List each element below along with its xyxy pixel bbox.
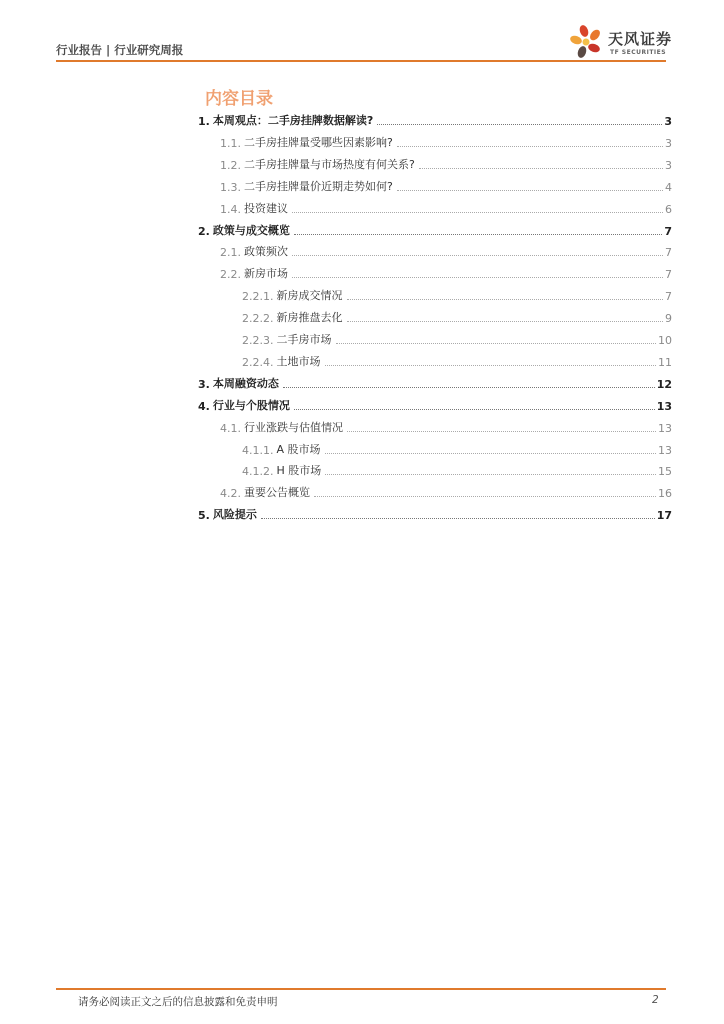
header-divider (56, 60, 666, 62)
toc-leader-dots (336, 343, 657, 344)
toc-entry-page: 4 (665, 180, 672, 194)
toc-entry-label: 新房成交情况 (276, 289, 343, 303)
toc-entry-number: 4.1.2. (242, 465, 274, 479)
toc-entry-label: 重要公告概览 (244, 486, 310, 500)
toc-entry-page: 16 (658, 487, 672, 501)
company-logo (570, 24, 673, 62)
toc-entry[interactable] (198, 156, 672, 172)
toc-entry-label: 土地市场 (276, 354, 321, 368)
toc-entry-label: 行业与个股情况 (212, 398, 290, 412)
toc-entry-label: 二手房挂牌量受哪些因素影响? (244, 135, 393, 149)
toc-entry[interactable] (198, 441, 672, 457)
toc-entry-page: 6 (665, 202, 672, 216)
toc-entry[interactable] (198, 462, 672, 478)
toc-entry[interactable] (198, 419, 672, 435)
toc-entry-number: 2. (198, 224, 210, 238)
toc-entry-page: 13 (656, 399, 672, 413)
toc-title: 内容目录 (205, 89, 273, 109)
toc-leader-dots (419, 168, 663, 169)
toc-entry[interactable] (198, 375, 672, 391)
footer-divider (56, 988, 666, 990)
toc-leader-dots (294, 234, 663, 235)
toc-leader-dots (292, 277, 663, 278)
toc-leader-dots (294, 409, 655, 410)
toc-entry[interactable] (198, 287, 672, 303)
page-number: 2 (652, 994, 659, 1006)
toc-entry-page: 15 (658, 465, 672, 479)
toc-entry-page: 3 (665, 158, 672, 172)
toc-entry[interactable] (198, 484, 672, 500)
toc-entry[interactable] (198, 265, 672, 281)
toc-entry-page: 3 (665, 136, 672, 150)
toc-leader-dots (325, 365, 657, 366)
toc-entry-page: 17 (656, 509, 672, 523)
logo-text-en: TF SECURITIES (610, 49, 667, 56)
logo-text-cn: 天风证券 (608, 30, 673, 48)
toc-entry-label: 政策频次 (244, 245, 288, 259)
report-category: 行业报告 | 行业研究周报 (56, 43, 184, 57)
toc-entry-label: 新房推盘去化 (276, 311, 343, 325)
toc-entry-page: 13 (658, 421, 672, 435)
toc-entry-label: 新房市场 (244, 267, 288, 281)
toc-entry[interactable] (198, 222, 672, 238)
toc-entry-number: 5. (198, 509, 210, 523)
toc-leader-dots (314, 496, 656, 497)
toc-entry-number: 1. (198, 115, 210, 128)
toc-entry[interactable] (198, 134, 672, 150)
toc-leader-dots (325, 453, 656, 454)
toc-entry-page: 7 (665, 246, 672, 260)
toc-entry[interactable] (198, 178, 672, 194)
toc-leader-dots (325, 474, 656, 475)
toc-leader-dots (347, 431, 656, 432)
toc-entry-label: 本周观点：二手房挂牌数据解读? (212, 114, 374, 127)
toc-entry[interactable] (198, 112, 672, 128)
toc-entry-number: 2.2.1. (242, 290, 274, 304)
toc-entry-label: H 股市场 (276, 464, 322, 478)
toc-leader-dots (292, 255, 663, 256)
toc-entry-page: 13 (658, 443, 672, 457)
toc-entry-number: 4.2. (220, 487, 241, 501)
toc-leader-dots (377, 124, 662, 125)
toc-entry-label: 二手房挂牌量与市场热度有何关系? (244, 157, 415, 171)
toc-entry-page: 10 (658, 334, 672, 347)
toc-entry-number: 1.2. (220, 158, 241, 172)
toc-entry-label: 风险提示 (212, 508, 257, 522)
toc-entry-page: 12 (656, 377, 672, 391)
toc-entry-number: 4.1. (220, 421, 241, 435)
toc-entry-label: 二手房挂牌量价近期走势如何? (244, 179, 393, 193)
toc-entry-page: 7 (665, 290, 672, 304)
toc-entry-page: 3 (664, 115, 672, 128)
toc-entry-number: 2.2.2. (242, 312, 274, 326)
toc-entry-number: 4.1.1. (242, 443, 274, 457)
logo-flower-icon (570, 24, 606, 62)
toc-leader-dots (347, 321, 664, 322)
toc-entry[interactable] (198, 200, 672, 216)
toc-entry[interactable] (198, 353, 672, 369)
toc-entry[interactable] (198, 243, 672, 259)
toc-entry-page: 7 (664, 224, 672, 238)
toc-entry-label: A 股市场 (276, 442, 321, 456)
toc-entry[interactable] (198, 397, 672, 413)
toc-entry-page: 7 (665, 268, 672, 282)
toc-leader-dots (283, 387, 655, 388)
toc-entry-label: 二手房市场 (276, 333, 332, 346)
toc-entry-label: 行业涨跌与估值情况 (244, 420, 343, 434)
toc-entry-label: 投资建议 (244, 201, 288, 215)
toc-leader-dots (347, 299, 664, 300)
toc-entry-number: 4. (198, 399, 210, 413)
toc-entry-label: 本周融资动态 (212, 376, 279, 390)
toc-leader-dots (397, 146, 663, 147)
toc-entry-page: 11 (658, 355, 672, 369)
toc-entry-page: 9 (665, 312, 672, 326)
toc-entry[interactable] (198, 309, 672, 325)
toc-entry-number: 3. (198, 377, 210, 391)
toc-entry-number: 1.4. (220, 202, 241, 216)
toc-leader-dots (292, 212, 663, 213)
toc-entry-number: 2.1. (220, 246, 241, 260)
toc-entry[interactable] (198, 506, 672, 522)
toc-entry-number: 2.2. (220, 268, 241, 282)
toc-entry-number: 1.3. (220, 180, 241, 194)
footer-disclaimer: 请务必阅读正文之后的信息披露和免责申明 (78, 996, 278, 1008)
toc-entry-label: 政策与成交概览 (212, 223, 290, 237)
toc-entry-number: 1.1. (220, 136, 241, 150)
toc-entry-number: 2.2.3. (242, 334, 274, 347)
toc-leader-dots (397, 190, 663, 191)
toc-entry-number: 2.2.4. (242, 355, 274, 369)
toc-entry[interactable] (198, 331, 672, 347)
toc-leader-dots (261, 518, 655, 519)
